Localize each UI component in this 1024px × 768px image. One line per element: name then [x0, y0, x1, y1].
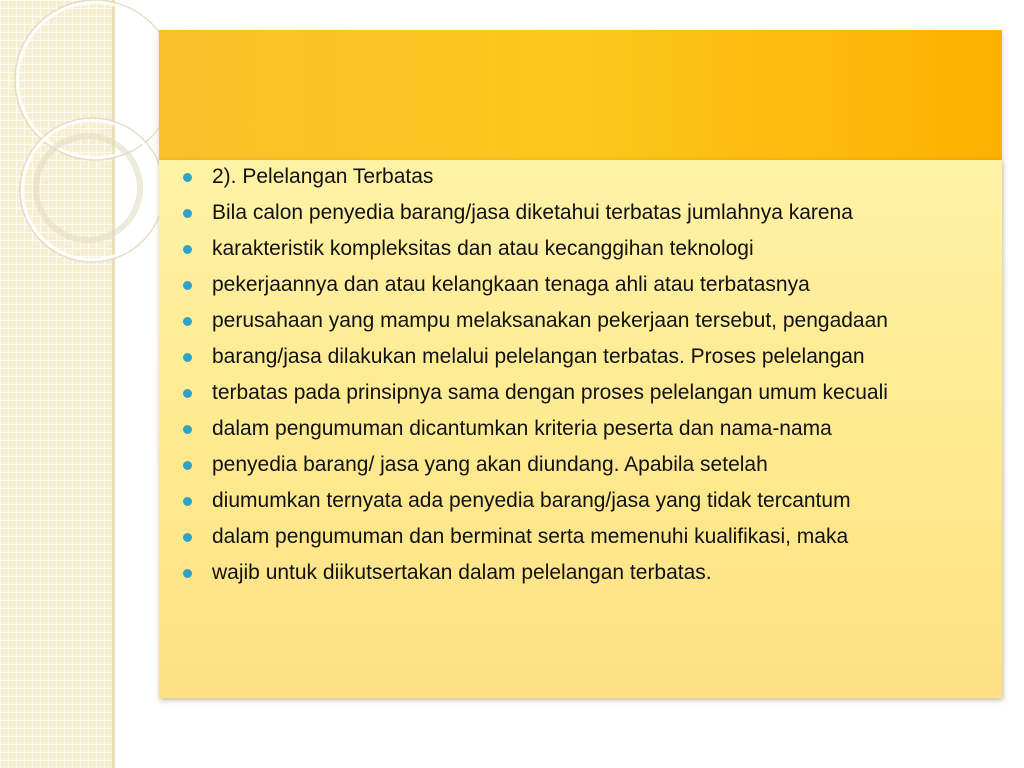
bullet-dot-icon — [183, 533, 192, 542]
slide-header-bar — [159, 30, 1002, 160]
bullet-text: dalam pengumuman dicantumkan kriteria peserta dan nama-nama — [212, 417, 832, 440]
bullet-text: Bila calon penyedia barang/jasa diketahui terbatas jumlahnya karena — [212, 201, 853, 224]
bullet-dot-icon — [183, 317, 192, 326]
list-item — [183, 524, 984, 549]
slide-content-panel — [159, 160, 1002, 698]
list-item — [183, 344, 984, 369]
bullet-text: penyedia barang/ jasa yang akan diundang. Apabila setelah — [212, 453, 768, 476]
bullet-list — [183, 164, 984, 585]
bullet-dot-icon — [183, 353, 192, 362]
list-item — [183, 380, 984, 405]
decorative-ring-inner — [36, 136, 140, 240]
bullet-text: dalam pengumuman dan berminat serta memenuhi kualifikasi, maka — [212, 525, 849, 548]
list-item — [183, 452, 984, 477]
bullet-text: karakteristik kompleksitas dan atau kecanggihan teknologi — [212, 237, 754, 260]
bullet-text: perusahaan yang mampu melaksanakan pekerjaan tersebut, pengadaan — [212, 309, 888, 332]
bullet-dot-icon — [183, 245, 192, 254]
list-item — [183, 416, 984, 441]
bullet-dot-icon — [183, 569, 192, 578]
bullet-dot-icon — [183, 389, 192, 398]
bullet-dot-icon — [183, 461, 192, 470]
list-item — [183, 236, 984, 261]
bullet-dot-icon — [183, 173, 192, 182]
list-item — [183, 272, 984, 297]
bullet-text: terbatas pada prinsipnya sama dengan proses pelelangan umum kecuali — [212, 381, 888, 404]
bullet-text: pekerjaannya dan atau kelangkaan tenaga ahli atau terbatasnya — [212, 273, 810, 296]
bullet-text: wajib untuk diikutsertakan dalam pelelangan terbatas. — [212, 561, 712, 584]
bullet-dot-icon — [183, 281, 192, 290]
bullet-dot-icon — [183, 209, 192, 218]
bullet-text: 2). Pelelangan Terbatas — [212, 165, 434, 188]
list-item — [183, 308, 984, 333]
bullet-text: barang/jasa dilakukan melalui pelelangan terbatas. Proses pelelangan — [212, 345, 865, 368]
bullet-dot-icon — [183, 497, 192, 506]
list-item — [183, 488, 984, 513]
bullet-dot-icon — [183, 425, 192, 434]
list-item — [183, 164, 984, 189]
list-item — [183, 200, 984, 225]
bullet-text: diumumkan ternyata ada penyedia barang/jasa yang tidak tercantum — [212, 489, 851, 512]
list-item — [183, 560, 984, 585]
